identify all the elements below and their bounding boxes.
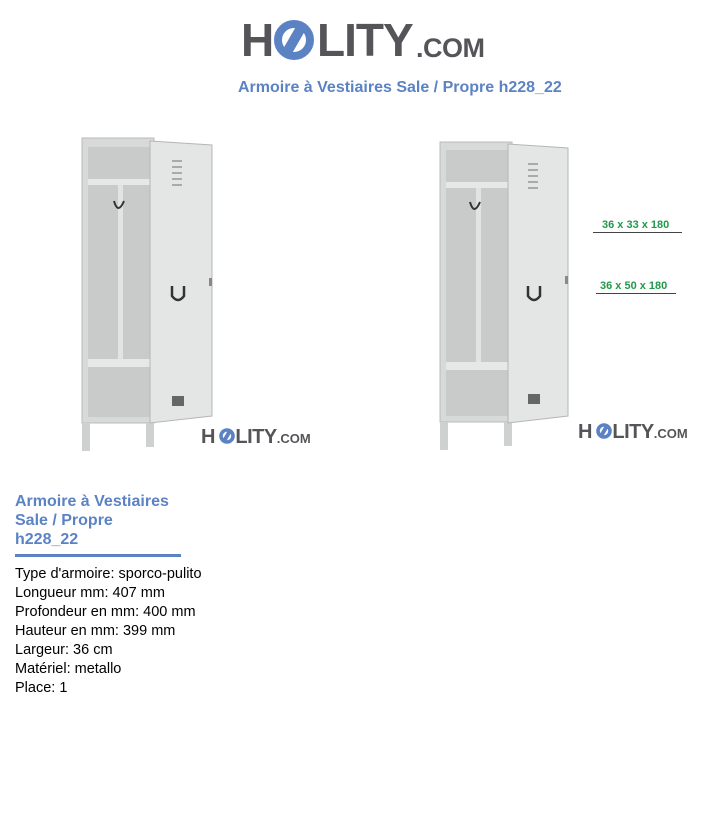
locker-image-left [72,133,312,455]
page-title: Armoire à Vestiaires Sale / Propre h228_22 [238,79,562,96]
product-title-line-1: Armoire à Vestiaires [15,493,169,510]
dimension-label-2: 36 x 50 x 180 [600,280,668,292]
holity-logo-small-right [578,421,688,444]
small-logo-lity: LITY [612,421,654,443]
title-underline [15,554,181,557]
spec-width: Largeur: 36 cm [15,642,113,658]
dimension-label-1: 36 x 33 x 180 [602,219,670,231]
holity-logo[interactable] [241,12,485,68]
spec-place: Place: 1 [15,680,68,696]
logo-letters-lity: LITY [317,14,413,66]
logo-o-icon [274,20,314,60]
spec-length: Longueur mm: 407 mm [15,585,165,601]
spec-height: Hauteur en mm: 399 mm [15,623,176,639]
product-title-line-2: Sale / Propre [15,512,113,529]
product-title-line-3: h228_22 [15,531,79,548]
spec-type: Type d'armoire: sporco-pulito [15,566,202,582]
small-logo-h: H [201,426,215,448]
small-logo-lity: LITY [235,426,277,448]
dimension-line-1 [593,232,682,233]
small-logo-o-icon [596,423,612,439]
spec-list [15,565,202,698]
small-logo-h: H [578,421,592,443]
logo-letter-h: H [241,14,274,66]
dimension-line-2 [596,293,676,294]
small-logo-o-icon [219,428,235,444]
small-logo-com: .COM [653,426,688,441]
spec-depth: Profondeur en mm: 400 mm [15,604,196,620]
logo-com: .COM [416,33,485,63]
small-logo-com: .COM [276,431,311,446]
spec-material: Matériel: metallo [15,661,122,677]
locker-image-right [430,136,700,454]
product-title [15,492,185,549]
holity-logo-small-left [201,426,311,449]
